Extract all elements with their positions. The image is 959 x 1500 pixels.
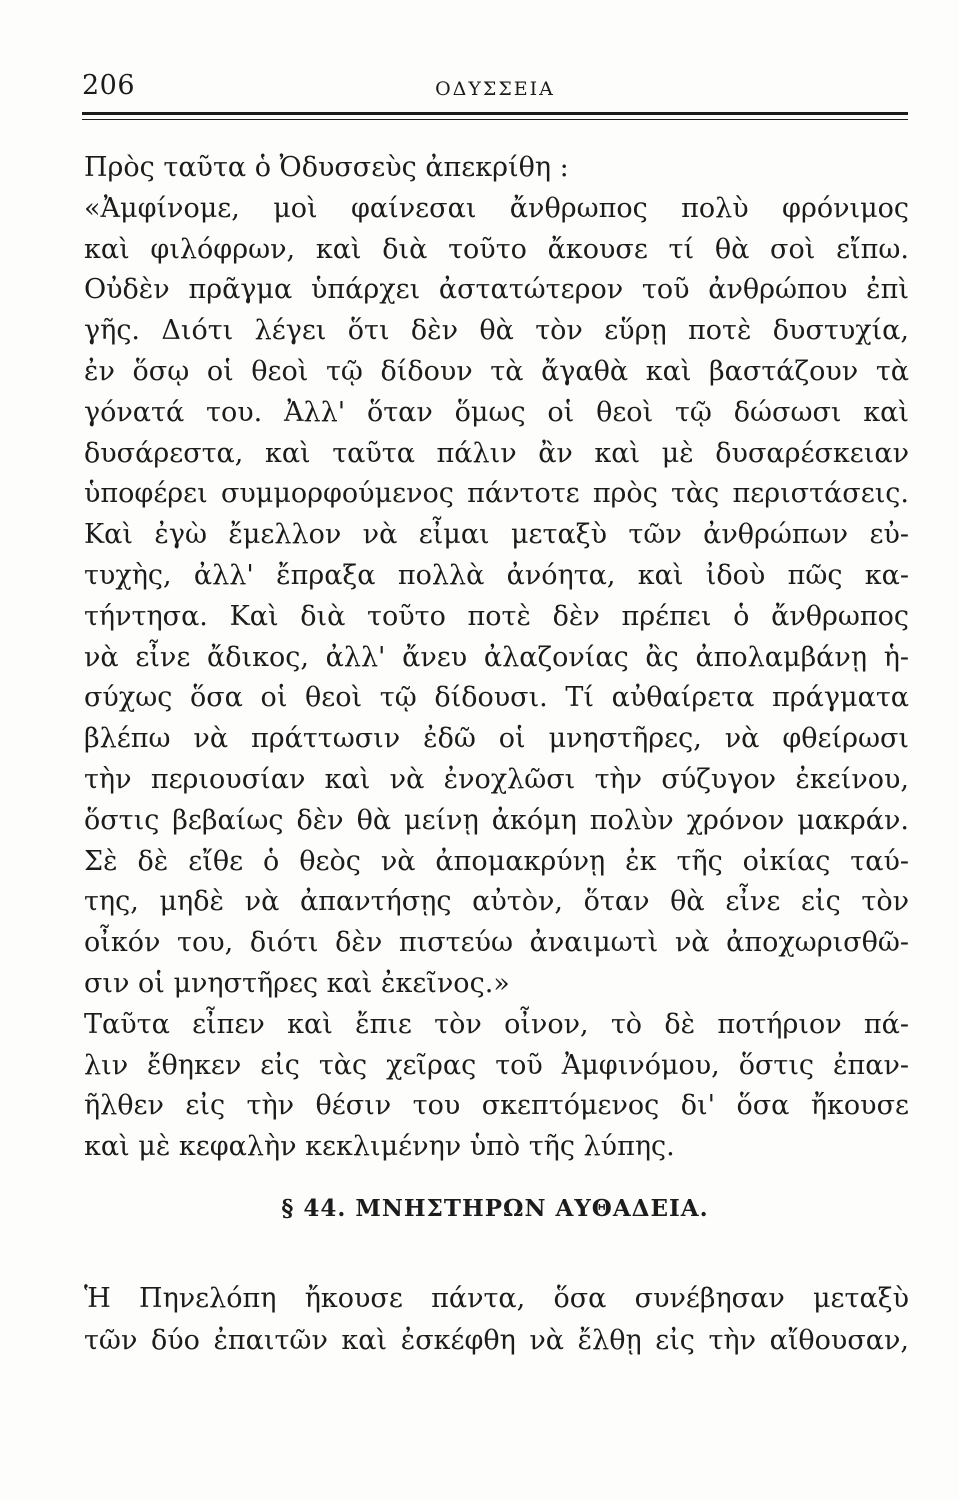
text-line: γῆς. Διότι λέγει ὅτι δὲν θὰ τὸν εὕρῃ ποτὲ δυστυχία, — [84, 315, 909, 347]
text-line: λιν ἔθηκεν εἰς τὰς χεῖρας τοῦ Ἀμφινόμου, ὅστις ἐπαν- — [84, 1049, 909, 1081]
body-text-bottom — [84, 1278, 909, 1362]
text-line: τῶν δύο ἐπαιτῶν καὶ ἐσκέφθη νὰ ἔλθῃ εἰς τὴν αἴθουσαν, — [84, 1325, 909, 1356]
body-text-top — [84, 148, 909, 1168]
section-heading: § 44. ΜΝΗΣΤΗΡΩΝ ΑΥΘΑΔΕΙΑ. — [281, 1195, 709, 1222]
text-line: σιν οἱ μνηστῆρες καὶ ἐκεῖνος.» — [84, 967, 510, 999]
text-line: βλέπω νὰ πράττωσιν ἐδῶ οἱ μνηστῆρες, νὰ φθείρωσι — [84, 723, 909, 755]
text-line: σύχως ὅσα οἱ θεοὶ τῷ δίδουσι. Τί αὐθαίρετα πράγματα — [84, 682, 909, 714]
text-line: της, μηδὲ νὰ ἀπαντήσῃς αὐτὸν, ὅταν θὰ εἶνε εἰς τὸν — [84, 886, 909, 918]
text-line: τυχὴς, ἀλλ' ἔπραξα πολλὰ ἀνόητα, καὶ ἰδοὺ πῶς κα- — [84, 559, 909, 591]
text-line: Ταῦτα εἶπεν καὶ ἔπιε τὸν οἶνον, τὸ δὲ ποτήριον πά- — [84, 1008, 909, 1040]
text-line: Σὲ δὲ εἴθε ὁ θεὸς νὰ ἀπομακρύνῃ ἐκ τῆς οἰκίας ταύ- — [84, 845, 909, 877]
text-line: ὅστις βεβαίως δὲν θὰ μείνῃ ἀκόμη πολὺν χρόνον μακράν. — [84, 804, 909, 836]
header-rule-thick — [82, 112, 908, 115]
text-line: γόνατά του. Ἀλλ' ὅταν ὅμως οἱ θεοὶ τῷ δώσωσι καὶ — [84, 396, 909, 428]
text-line: Ἡ Πηνελόπη ἤκουσε πάντα, ὅσα συνέβησαν μεταξὺ — [84, 1283, 909, 1314]
text-line: ἐν ὅσῳ οἱ θεοὶ τῷ δίδουν τὰ ἄγαθὰ καὶ βαστάζουν τὰ — [84, 355, 909, 387]
text-line: Οὐδὲν πρᾶγμα ὑπάρχει ἀστατώτερον τοῦ ἀνθρώπου ἐπὶ — [84, 274, 909, 306]
text-line: τήντησα. Καὶ διὰ τοῦτο ποτὲ δὲν πρέπει ὁ ἄνθρωπος — [84, 600, 909, 632]
running-title: ΟΔΥΣΣΕΙΑ — [435, 78, 555, 100]
text-line: Καὶ ἐγὼ ἔμελλον νὰ εἶμαι μεταξὺ τῶν ἀνθρώπων εὐ- — [84, 519, 909, 551]
text-line: καὶ φιλόφρων, καὶ διὰ τοῦτο ἄκουσε τί θὰ σοὶ εἴπω. — [84, 233, 909, 265]
text-line: καὶ μὲ κεφαλὴν κεκλιμένην ὑπὸ τῆς λύπης. — [84, 1131, 675, 1163]
text-line: οἶκόν του, διότι δὲν πιστεύω ἀναιμωτὶ νὰ ἀποχωρισθῶ- — [84, 927, 909, 959]
text-line: Πρὸς ταῦτα ὁ Ὀδυσσεὺς ἀπεκρίθη : — [84, 152, 569, 183]
text-line: ὑποφέρει συμμορφούμενος πάντοτε πρὸς τὰς περιστάσεις. — [84, 478, 909, 510]
text-line: «Ἀμφίνομε, μοὶ φαίνεσαι ἄνθρωπος πολὺ φρόνιμος — [84, 192, 909, 224]
page-header — [82, 70, 908, 112]
text-line: ῆλθεν εἰς τὴν θέσιν του σκεπτόμενος δι' ὅσα ἤκουσε — [84, 1090, 909, 1122]
text-line: δυσάρεστα, καὶ ταῦτα πάλιν ἂν καὶ μὲ δυσαρέσκειαν — [84, 437, 909, 469]
text-line: τὴν περιουσίαν καὶ νὰ ἐνοχλῶσι τὴν σύζυγον ἐκείνου, — [84, 763, 909, 795]
text-line: νὰ εἶνε ἄδικος, ἀλλ' ἄνευ ἀλαζονίας ἂς ἀπολαμβάνῃ ἡ- — [84, 641, 909, 673]
header-rule-thin — [82, 119, 908, 120]
page-number: 206 — [82, 70, 136, 101]
